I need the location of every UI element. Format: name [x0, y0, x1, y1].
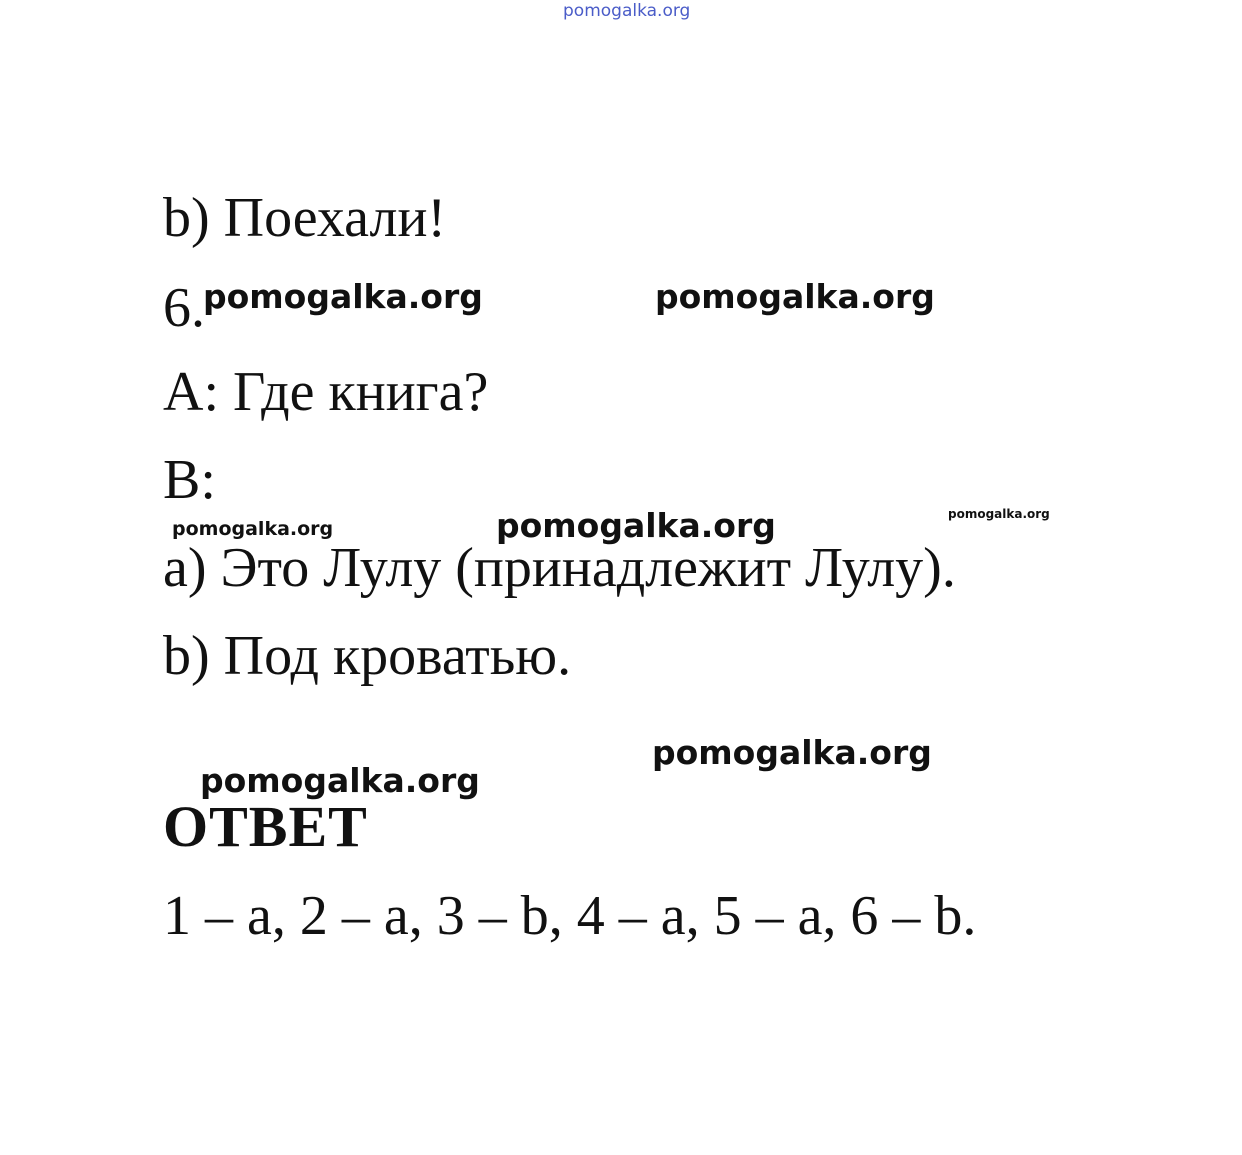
watermark-1: pomogalka.org [203, 277, 483, 316]
watermark-top: pomogalka.org [563, 1, 691, 21]
watermark-6: pomogalka.org [652, 733, 932, 772]
watermark-5: pomogalka.org [948, 507, 1050, 521]
watermark-3: pomogalka.org [172, 518, 334, 540]
option-a-line: a) Это Лулу (принадлежит Лулу). [163, 537, 956, 599]
watermark-4: pomogalka.org [496, 506, 776, 545]
answer-key-line: 1 – a, 2 – a, 3 – b, 4 – a, 5 – a, 6 – b. [163, 885, 977, 947]
watermark-2: pomogalka.org [655, 277, 935, 316]
answer-heading: ОТВЕТ [163, 794, 368, 859]
item-number: 6. [163, 277, 205, 339]
watermark-7: pomogalka.org [200, 761, 480, 800]
question-line: A: Где книга? [163, 361, 489, 423]
answer-line-b-poekhali: b) Поехали! [163, 187, 447, 249]
answer-prefix-b: B: [163, 449, 216, 511]
option-b-line: b) Под кроватью. [163, 625, 572, 687]
